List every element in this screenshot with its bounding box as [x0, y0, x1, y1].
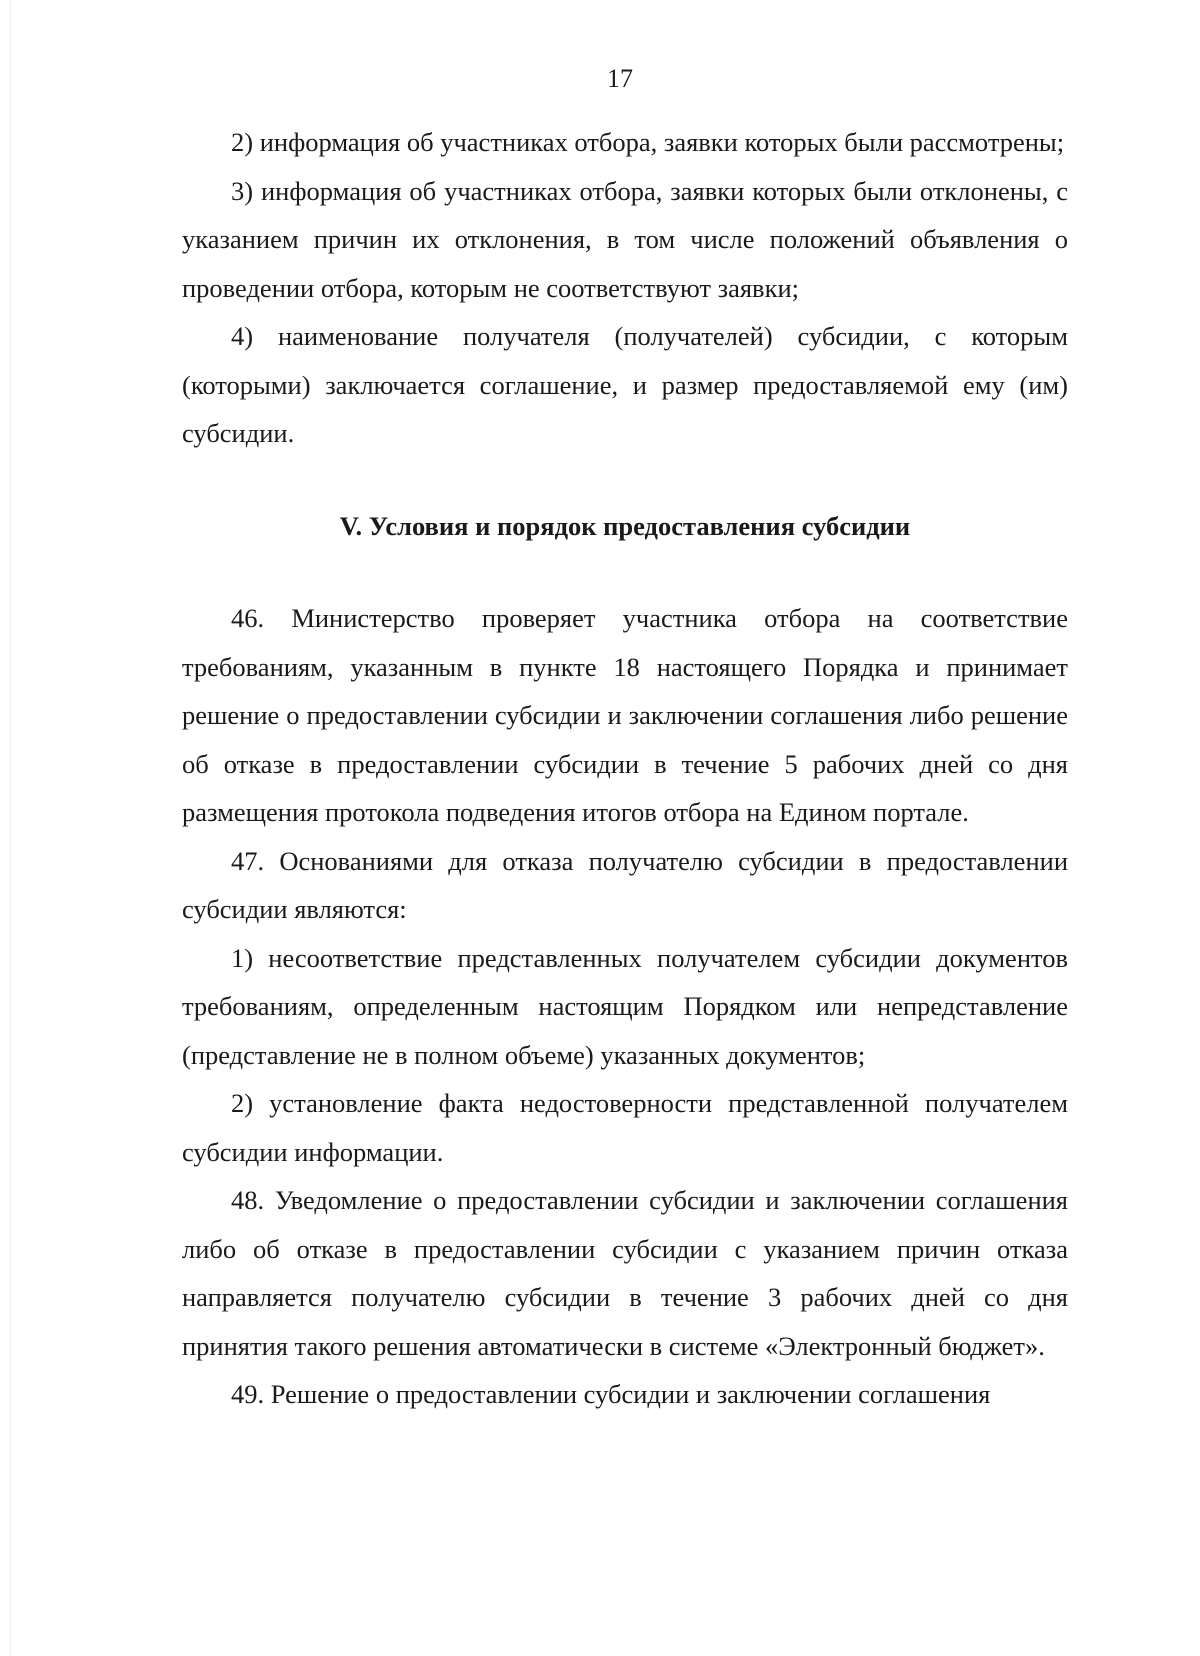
paragraph-48: 48. Уведомление о предоставлении субсидии и заключении соглашения либо об отказе в предоставлении субсидии с указанием причин отказа направляется получателю субсидии в течение 3 рабочих дней со дня принятия такого решения автоматически в системе «Электронный бюджет».	[182, 1185, 1068, 1361]
paragraph-47-1: 1) несоответствие представленных получателем субсидии документов требованиям, определенным настоящим Порядком или непредставление (представление не в полном объеме) указанных документов;	[182, 942, 1068, 1070]
paragraph-49: 49. Решение о предоставлении субсидии и заключении соглашения	[231, 1379, 991, 1409]
paragraph-item-3: 3) информация об участниках отбора, заявки которых были отклонены, с указанием причин их отклонения, в том числе положений объявления о проведении отбора, которым не соответствуют заявки;	[182, 175, 1068, 303]
document-body	[182, 118, 1068, 1419]
paragraph-item-2: 2) информация об участниках отбора, заявки которых были рассмотрены;	[231, 127, 1065, 157]
scan-edge-line	[10, 0, 11, 1656]
paragraph-47-2: 2) установление факта недостоверности представленной получателем субсидии информации.	[182, 1088, 1068, 1167]
paragraph-item-4: 4) наименование получателя (получателей) субсидии, с которым (которыми) заключается соглашение, и размер предоставляемой ему (им) субсидии.	[182, 321, 1068, 448]
section-heading: V. Условия и порядок предоставления субсидии	[339, 510, 911, 541]
paragraph-47: 47. Основаниями для отказа получателю субсидии в предоставлении субсидии являются:	[182, 845, 1068, 924]
page-number: 17	[607, 64, 633, 93]
paragraph-46: 46. Министерство проверяет участника отбора на соответствие требованиям, указанным в пункте 18 настоящего Порядка и принимает решение о предоставлении субсидии и заключении соглашения либо решение об отказе в предоставлении субсидии в течение 5 рабочих дней со дня размещения протокола подведения итогов отбора на Едином портале.	[182, 603, 1068, 827]
